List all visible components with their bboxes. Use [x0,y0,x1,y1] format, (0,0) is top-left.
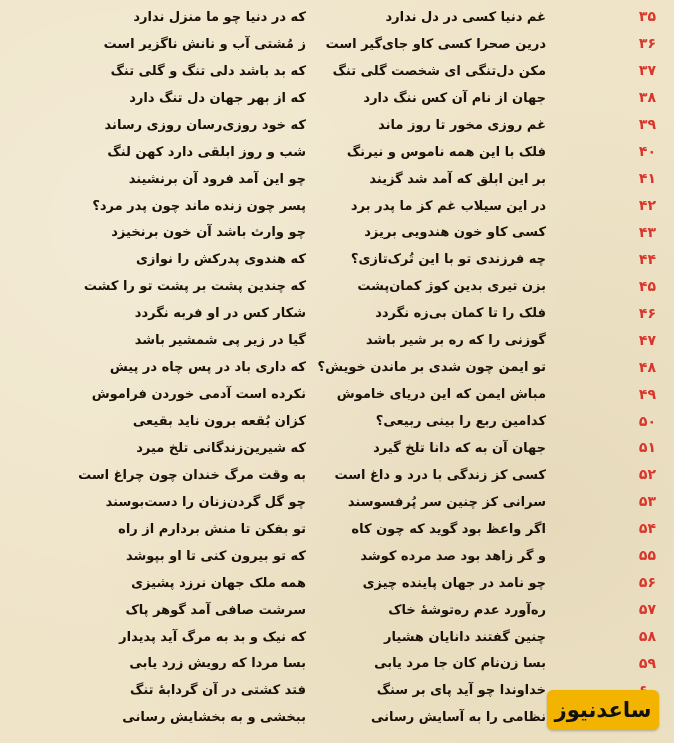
first-hemistich: بسا زن‌نام کان جا مرد یابی [374,656,546,672]
logo-text: ساعدنیوز [554,698,652,722]
verse-number: ۵۳ [638,494,656,511]
verse-number: ۵۵ [638,548,656,565]
verse-number: ۵۸ [638,629,656,646]
second-hemistich: پسر چون زنده ماند چون پدر مرد؟ [92,198,306,214]
first-hemistich: تو ایمن چون شدی بر ماندن خویش؟ [317,360,546,376]
second-hemistich: گیا در زیر پی شمشیر باشد [134,333,306,349]
first-hemistich: بزن تیری بدین کوژ کمان‌پشت [357,279,546,295]
first-hemistich: جهان آن به که دانا تلخ گیرد [373,440,546,456]
second-hemistich: ز مُشتی آب و نانش ناگزیر است [103,36,306,52]
second-hemistich: فتد کشتی در آن گردابهٔ تنگ [130,683,306,699]
poem-row [0,193,674,220]
second-hemistich: چو گل گردن‌زنان را دست‌بوسند [105,494,306,510]
second-hemistich: که داری باد در پس چاه در پیش [109,360,306,376]
second-hemistich: که از بهر جهان دل تنگ دارد [129,90,306,106]
second-hemistich: بسا مردا که رویش زرد یابی [129,656,306,672]
first-hemistich: غم روزی مخور تا روز ماند [378,117,546,133]
verse-number: ۴۲ [638,198,656,215]
poem-row [0,408,674,435]
verse-number: ۵۴ [638,521,656,538]
poem-row [0,435,674,462]
verse-number: ۳۸ [638,90,656,107]
second-hemistich: شکار کس در او فربه نگردد [134,306,306,322]
poem-row [0,597,674,624]
first-hemistich: گوزنی را که ره بر شیر باشد [365,333,546,349]
verse-number: ۴۵ [638,278,656,295]
poem-row [0,112,674,139]
poem-row [0,624,674,651]
second-hemistich: چو این آمد فرود آن برنشیند [128,171,306,187]
first-hemistich: نظامی را به آسایش رسانی [371,710,546,726]
second-hemistich: ببخشی و به بخشایش رسانی [122,710,306,726]
poem-row [0,139,674,166]
poem-row [0,327,674,354]
second-hemistich: به وقت مرگ خندان چون چراغ است [78,467,306,483]
poem-row [0,516,674,543]
poem-row [0,570,674,597]
first-hemistich: کسی کاو خون هندویی بریزد [364,225,546,241]
poem-row [0,354,674,381]
poem-row [0,4,674,31]
verse-number: ۴۱ [638,171,656,188]
verse-number: ۵۶ [638,575,656,592]
second-hemistich: که شیرین‌زندگانی تلخ میرد [136,440,306,456]
verse-number: ۳۷ [638,63,656,80]
verse-number: ۴۴ [638,251,656,268]
poem-row [0,273,674,300]
second-hemistich: که تو بیرون کنی تا او بپوشد [125,548,306,564]
verse-number: ۴۷ [638,332,656,349]
first-hemistich: درین صحرا کسی کاو جای‌گیر است [325,36,546,52]
second-hemistich: که چندین پشت بر پشت تو را کشت [83,279,306,295]
verse-number: ۵۹ [638,655,656,672]
second-hemistich: شب و روز ابلقی دارد کهن لنگ [107,144,306,160]
poem-row [0,31,674,58]
poem-row [0,651,674,678]
second-hemistich: که خود روزی‌رسان روزی رساند [104,117,306,133]
verse-number: ۵۱ [638,440,656,457]
second-hemistich: سرشت صافی آمد گوهر پاک [125,602,306,618]
second-hemistich: نکرده است آدمی خوردن فراموش [91,387,306,403]
first-hemistich: چه فرزندی تو با این تُرک‌تازی؟ [350,252,546,268]
poem-row [0,85,674,112]
first-hemistich: جهان از نام آن کس ننگ دارد [363,90,546,106]
first-hemistich: مباش ایمن که این دریای خاموش [336,387,546,403]
poem-row [0,462,674,489]
poem-row [0,489,674,516]
poem-row [0,220,674,247]
poem-row [0,543,674,570]
verse-number: ۴۳ [638,224,656,241]
first-hemistich: و گر زاهد بود صد مرده کوشد [360,548,546,564]
second-hemistich: که در دنیا چو ما منزل ندارد [133,9,306,25]
second-hemistich: تو بفکن تا منش بردارم از راه [118,521,306,537]
saednews-logo[interactable] [547,690,659,730]
verse-number: ۵۰ [638,413,656,430]
first-hemistich: چنین گفتند دانایان هشیار [384,629,546,645]
first-hemistich: سرانی کز چنین سر پُرفسوسند [347,494,546,510]
second-hemistich: کزان بُقعه برون ناید بقیعی [132,414,306,430]
verse-number: ۳۵ [638,9,656,26]
first-hemistich: بر این ابلق که آمد شد گزیند [369,171,546,187]
second-hemistich: همه ملک جهان نرزد پشیزی [131,575,306,591]
verse-number: ۴۸ [638,359,656,376]
second-hemistich: که بد باشد دلی تنگ و گلی تنگ [110,63,306,79]
verse-number: ۵۷ [638,602,656,619]
second-hemistich: که نیک و بد به مرگ آید پدیدار [119,629,306,645]
first-hemistich: ره‌آورد عدم ره‌توشهٔ خاک [388,602,546,618]
poem-row [0,300,674,327]
first-hemistich: مکن دل‌تنگی ای شخصت گلی تنگ [332,63,546,79]
poem-rows [0,4,674,731]
verse-number: ۳۹ [638,117,656,134]
first-hemistich: فلک با این همه ناموس و نیرنگ [346,144,546,160]
poem-row [0,166,674,193]
poem-row [0,246,674,273]
verse-number: ۵۲ [638,467,656,484]
first-hemistich: فلک را تا کمان بی‌زه نگردد [375,306,546,322]
first-hemistich: چو نامد در جهان پاینده چیزی [362,575,546,591]
verse-number: ۴۶ [638,305,656,322]
verse-number: ۳۶ [638,36,656,53]
verse-number: ۴۹ [638,386,656,403]
first-hemistich: خداوندا چو آید پای بر سنگ [376,683,546,699]
poem-row [0,381,674,408]
second-hemistich: که هندوی پدرکش را نوازی [135,252,306,268]
verse-number: ۴۰ [638,144,656,161]
first-hemistich: غم دنیا کسی در دل ندارد [385,9,546,25]
first-hemistich: کدامین ربع را بینی ربیعی؟ [375,414,546,430]
first-hemistich: کسی کز زندگی با درد و داغ است [334,467,546,483]
poem-row [0,58,674,85]
first-hemistich: اگر واعظ بود گوید که چون کاه [351,521,546,537]
second-hemistich: چو وارث باشد آن خون برنخیزد [111,225,306,241]
first-hemistich: در این سیلاب غم کز ما پدر برد [350,198,546,214]
